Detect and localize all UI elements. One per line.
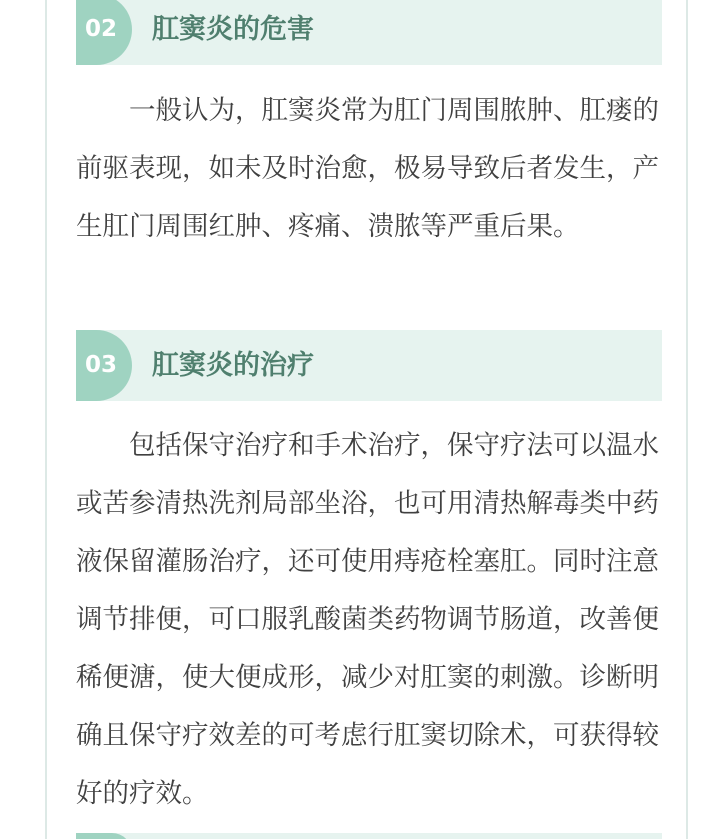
section-title: 肛窦炎的危害	[152, 14, 314, 45]
next-section-header	[76, 833, 662, 839]
section-number-badge: 03	[76, 330, 132, 401]
section-number-badge: 02	[76, 0, 132, 65]
section-title: 肛窦炎的治疗	[152, 350, 314, 381]
section-body-treatment: 包括保守治疗和手术治疗，保守疗法可以温水或苦参清热洗剂局部坐浴，也可用清热解毒类中药液保留灌肠治疗，还可使用痔疮栓塞肛。同时注意调节排便，可口服乳酸菌类药物调节肠道，改善便稀便溏，使大便成形，减少对肛窦的刺激。诊断明确且保守疗效差的可考虑行肛窦切除术，可获得较好的疗效。	[76, 430, 659, 809]
section-body-harm: 一般认为，肛窦炎常为肛门周围脓肿、肛瘘的前驱表现，如未及时治愈，极易导致后者发生，产生肛门周围红肿、疼痛、溃脓等严重后果。	[76, 95, 659, 242]
section-header-treatment	[76, 330, 662, 401]
section-header-harm	[76, 0, 662, 65]
